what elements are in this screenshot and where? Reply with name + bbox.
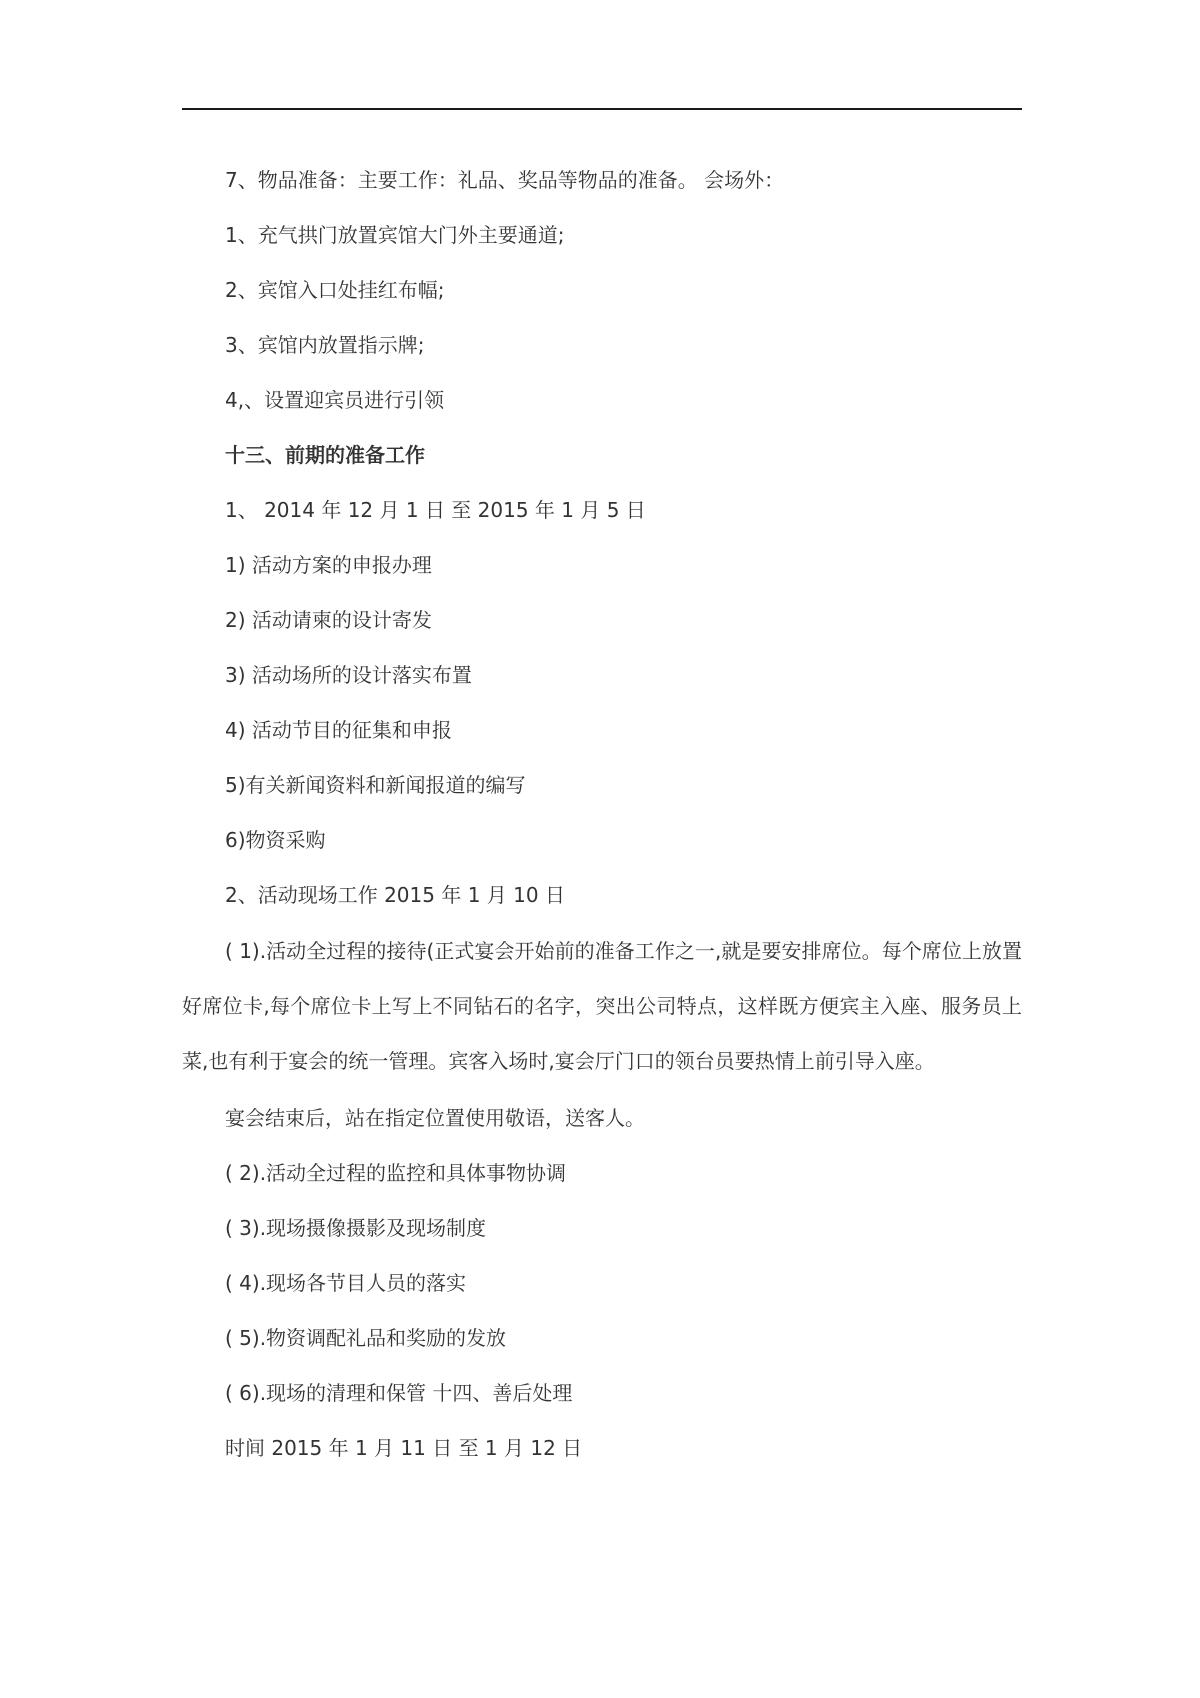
text-line: 1、 2014 年 12 月 1 日 至 2015 年 1 月 5 日 bbox=[225, 498, 646, 522]
section-heading: 十三、前期的准备工作 bbox=[225, 443, 425, 467]
text-line: 4,、设置迎宾员进行引领 bbox=[225, 388, 445, 412]
text-line: ( 6).现场的清理和保管 十四、善后处理 bbox=[225, 1381, 573, 1405]
text-line: 1) 活动方案的申报办理 bbox=[225, 553, 432, 577]
text-line: 时间 2015 年 1 月 11 日 至 1 月 12 日 bbox=[225, 1436, 583, 1460]
header-rule bbox=[182, 108, 1022, 110]
text-line: 3、宾馆内放置指示牌; bbox=[225, 333, 425, 357]
text-line: 5)有关新闻资料和新闻报道的编写 bbox=[225, 773, 526, 797]
text-line: ( 2).活动全过程的监控和具体事物协调 bbox=[225, 1161, 567, 1185]
text-line: ( 3).现场摄像摄影及现场制度 bbox=[225, 1216, 487, 1240]
text-line: ( 5).物资调配礼品和奖励的发放 bbox=[225, 1326, 507, 1350]
text-line: 6)物资采购 bbox=[225, 828, 326, 852]
text-line: 2) 活动请柬的设计寄发 bbox=[225, 608, 432, 632]
text-line: 7、物品准备：主要工作：礼品、奖品等物品的准备。 会场外： bbox=[225, 168, 785, 192]
text-line: 2、宾馆入口处挂红布幅; bbox=[225, 278, 445, 302]
text-line: 宴会结束后，站在指定位置使用敬语，送客人。 bbox=[225, 1106, 645, 1130]
text-line: ( 4).现场各节目人员的落实 bbox=[225, 1271, 467, 1295]
text-line: 2、活动现场工作 2015 年 1 月 10 日 bbox=[225, 883, 565, 907]
text-line: 4) 活动节目的征集和申报 bbox=[225, 718, 452, 742]
reception-paragraph: ( 1).活动全过程的接待(正式宴会开始前的准备工作之一,就是要安排席位。每个席位上放置好席位卡,每个席位卡上写上不同钻石的名字，突出公司特点，这样既方便宾主入座、服务员上菜,也有利于宴会的统一管理。宾客入场时,宴会厅门口的领台员要热情上前引导入座。 bbox=[182, 939, 1022, 1073]
text-line: 1、充气拱门放置宾馆大门外主要通道; bbox=[225, 223, 565, 247]
document-body bbox=[182, 166, 1022, 1489]
text-line: 3) 活动场所的设计落实布置 bbox=[225, 663, 472, 687]
